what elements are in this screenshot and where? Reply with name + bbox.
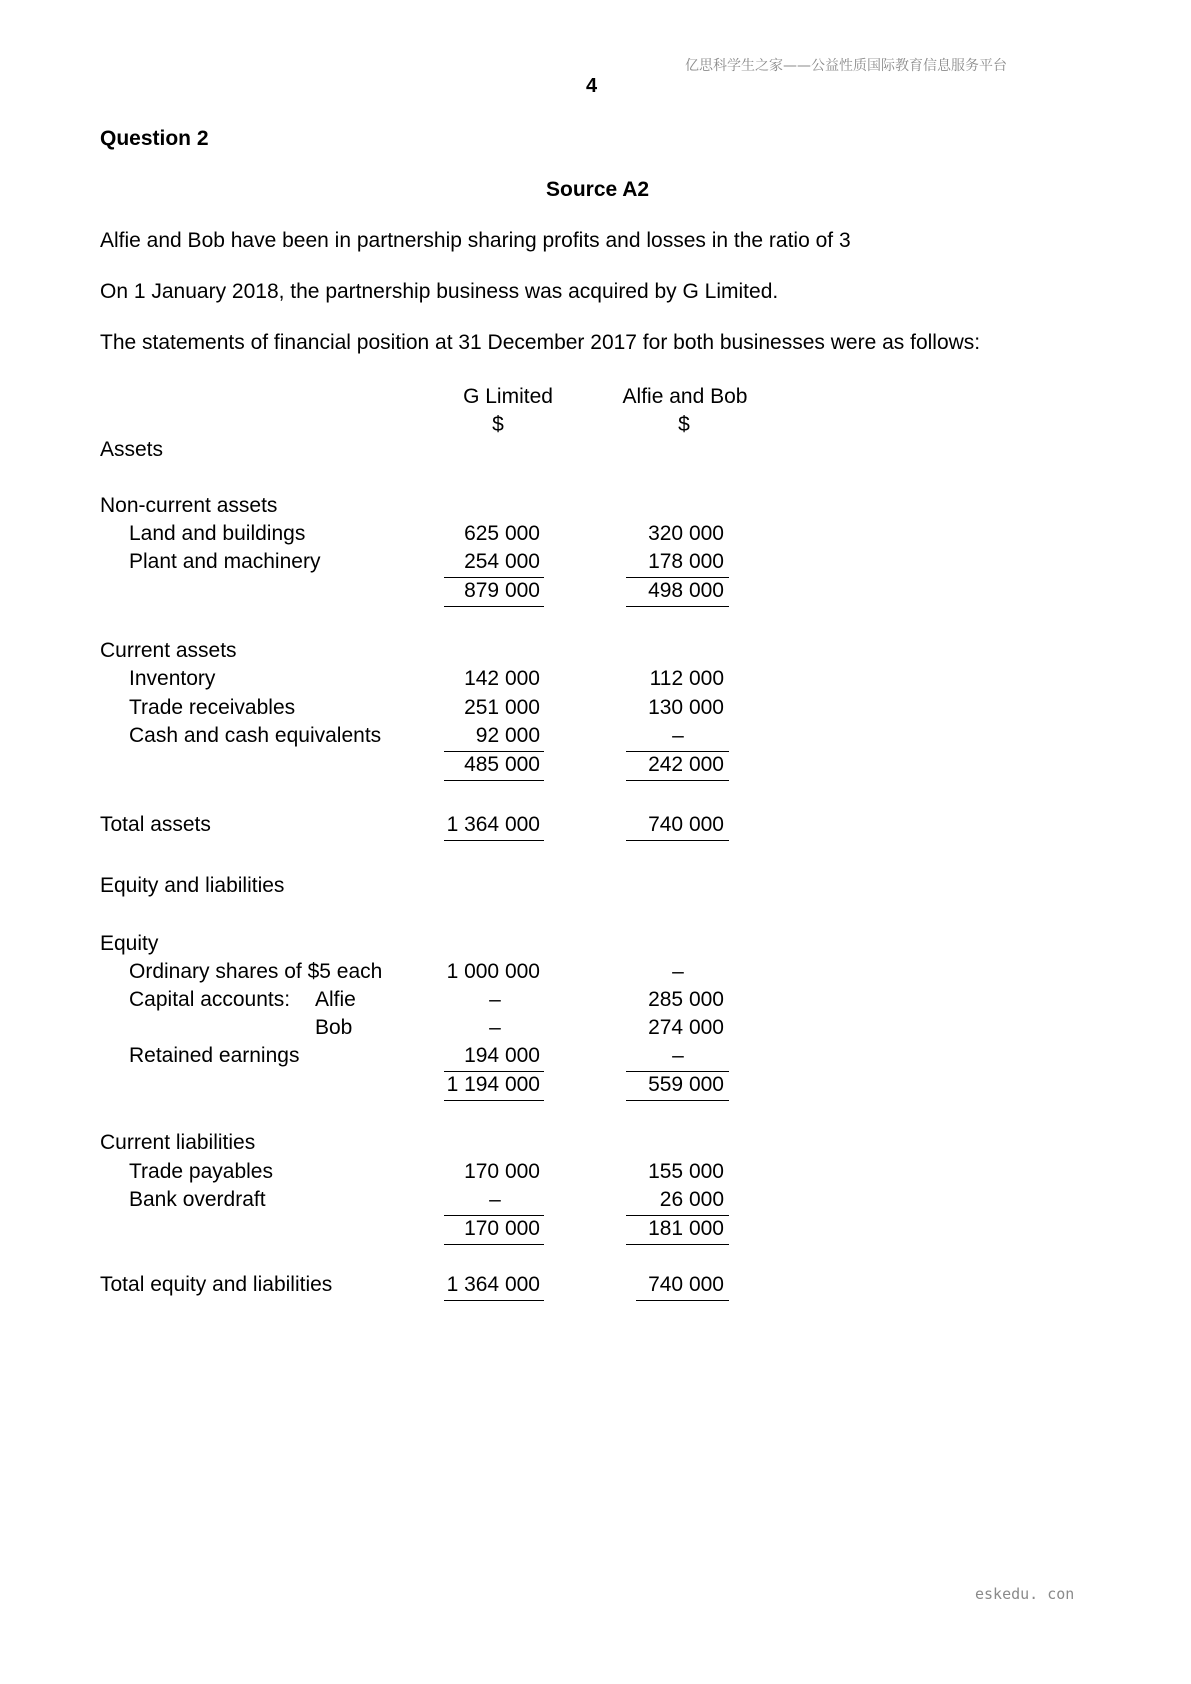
row-label-total-assets: Total assets — [100, 813, 211, 836]
total-rule-g — [444, 1100, 544, 1101]
value-g-capital-bob: – — [489, 1016, 501, 1039]
value-ab-land-buildings: 320 000 — [648, 522, 724, 545]
value-g-retained-earnings: 194 000 — [464, 1044, 540, 1067]
acquisition-paragraph: On 1 January 2018, the partnership business was acquired by G Limited. — [100, 280, 779, 303]
equity-heading: Equity — [100, 932, 159, 955]
value-ab-trade-payables: 155 000 — [648, 1160, 724, 1183]
value-ab-trade-receivables: 130 000 — [648, 696, 724, 719]
value-g-ordinary-shares: 1 000 000 — [446, 960, 540, 983]
total-rule-ab — [626, 606, 729, 607]
footer-watermark: eskedu. con — [975, 1585, 1075, 1603]
intro-paragraph: Alfie and Bob have been in partnership sharing profits and losses in the ratio of 3 — [100, 229, 851, 252]
value-ab-cl-total: 181 000 — [648, 1217, 724, 1240]
subtotal-rule-g — [444, 1071, 544, 1072]
value-g-equity-total: 1 194 000 — [446, 1073, 540, 1096]
column-unit-alfie-bob: $ — [678, 413, 690, 436]
row-label-capital-bob: Bob — [315, 1016, 353, 1039]
row-label-total-equity-liabilities: Total equity and liabilities — [100, 1273, 333, 1296]
total-rule-ab — [636, 1300, 729, 1301]
total-rule-g — [444, 1244, 544, 1245]
subtotal-rule-g — [444, 751, 544, 752]
subtotal-rule-g — [444, 1215, 544, 1216]
value-g-nca-total: 879 000 — [464, 579, 540, 602]
row-label-land-buildings: Land and buildings — [129, 522, 306, 545]
page-number: 4 — [586, 75, 598, 97]
value-g-total-equity-liabilities: 1 364 000 — [446, 1273, 540, 1296]
value-g-trade-receivables: 251 000 — [464, 696, 540, 719]
value-ab-capital-bob: 274 000 — [648, 1016, 724, 1039]
subtotal-rule-ab — [626, 1071, 729, 1072]
row-label-bank-overdraft: Bank overdraft — [129, 1188, 266, 1211]
row-label-capital-accounts: Capital accounts: — [129, 988, 291, 1011]
value-ab-equity-total: 559 000 — [648, 1073, 724, 1096]
total-rule-ab — [626, 1244, 729, 1245]
value-g-trade-payables: 170 000 — [464, 1160, 540, 1183]
value-ab-ordinary-shares: – — [672, 960, 684, 983]
value-ab-capital-alfie: 285 000 — [648, 988, 724, 1011]
value-g-plant-machinery: 254 000 — [464, 550, 540, 573]
statements-paragraph: The statements of financial position at 31 December 2017 for both businesses were as follows: — [100, 331, 981, 354]
value-ab-inventory: 112 000 — [649, 667, 724, 690]
total-rule-g — [444, 840, 544, 841]
row-label-ordinary-shares: Ordinary shares of $5 each — [129, 960, 383, 983]
value-ab-total-equity-liabilities: 740 000 — [648, 1273, 724, 1296]
value-ab-retained-earnings: – — [672, 1044, 684, 1067]
value-ab-total-assets: 740 000 — [648, 813, 724, 836]
value-g-land-buildings: 625 000 — [464, 522, 540, 545]
value-g-cl-total: 170 000 — [464, 1217, 540, 1240]
total-rule-ab — [626, 840, 729, 841]
column-header-alfie-bob: Alfie and Bob — [622, 385, 748, 408]
row-label-plant-machinery: Plant and machinery — [129, 550, 321, 573]
total-rule-ab — [626, 780, 729, 781]
subtotal-rule-ab — [626, 577, 729, 578]
value-ab-ca-total: 242 000 — [648, 753, 724, 776]
row-label-inventory: Inventory — [129, 667, 216, 690]
watermark-text: 亿思科学生之家——公益性质国际教育信息服务平台 — [685, 58, 1007, 74]
value-ab-plant-machinery: 178 000 — [648, 550, 724, 573]
value-g-cash: 92 000 — [475, 724, 540, 747]
total-rule-g — [444, 780, 544, 781]
row-label-cash: Cash and cash equivalents — [129, 724, 382, 747]
source-heading: Source A2 — [546, 178, 650, 201]
current-assets-heading: Current assets — [100, 639, 237, 662]
non-current-assets-heading: Non-current assets — [100, 494, 278, 517]
row-label-trade-payables: Trade payables — [129, 1160, 273, 1183]
row-label-retained-earnings: Retained earnings — [129, 1044, 300, 1067]
value-g-bank-overdraft: – — [489, 1188, 501, 1211]
total-rule-ab — [626, 1100, 729, 1101]
current-liabilities-heading: Current liabilities — [100, 1131, 256, 1154]
question-heading: Question 2 — [100, 127, 209, 150]
value-g-ca-total: 485 000 — [464, 753, 540, 776]
subtotal-rule-g — [444, 577, 544, 578]
row-label-trade-receivables: Trade receivables — [129, 696, 296, 719]
value-g-total-assets: 1 364 000 — [446, 813, 540, 836]
assets-heading: Assets — [100, 438, 164, 461]
column-header-g-limited: G Limited — [463, 385, 553, 408]
column-unit-g-limited: $ — [492, 413, 504, 436]
subtotal-rule-ab — [626, 751, 729, 752]
subtotal-rule-ab — [626, 1215, 729, 1216]
equity-liabilities-heading: Equity and liabilities — [100, 874, 285, 897]
total-rule-g — [444, 1300, 544, 1301]
value-g-capital-alfie: – — [489, 988, 501, 1011]
value-ab-bank-overdraft: 26 000 — [659, 1188, 724, 1211]
value-g-inventory: 142 000 — [464, 667, 540, 690]
value-ab-nca-total: 498 000 — [648, 579, 724, 602]
value-ab-cash: – — [672, 724, 684, 747]
total-rule-g — [444, 606, 544, 607]
row-label-capital-alfie: Alfie — [315, 988, 356, 1011]
